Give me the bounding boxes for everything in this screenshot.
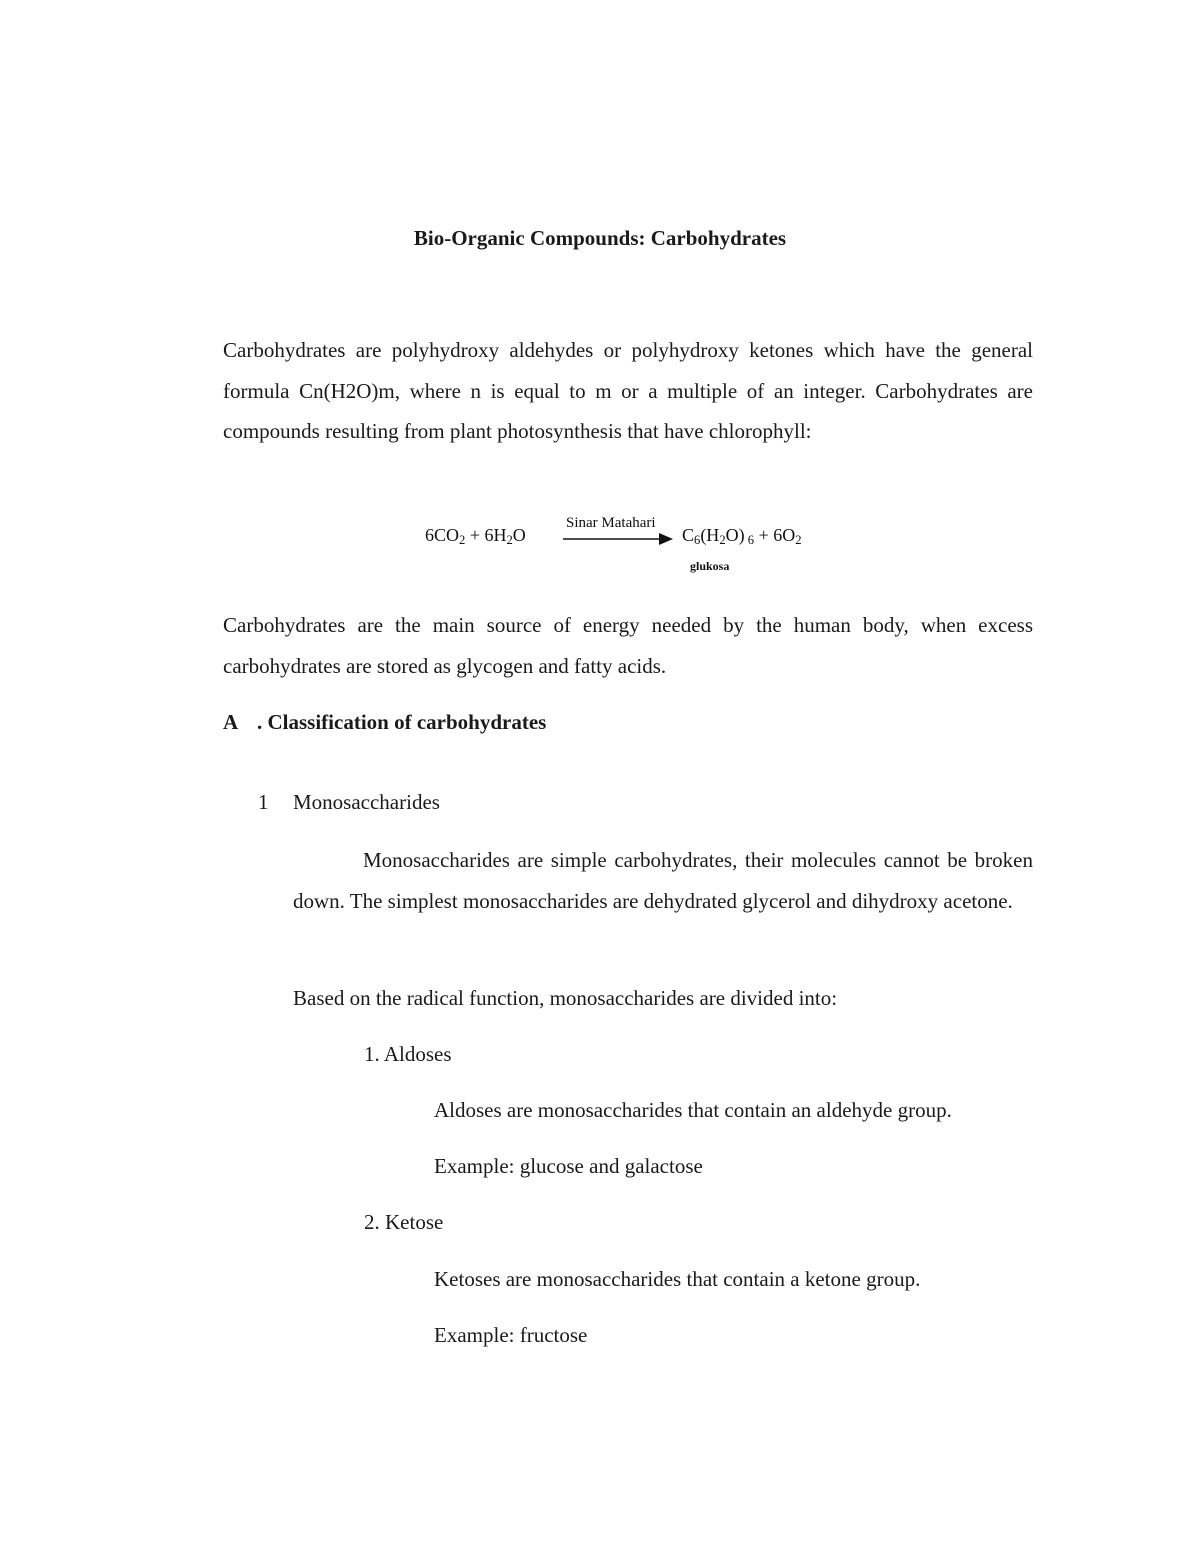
photosynthesis-equation (425, 515, 845, 585)
section-a-heading (223, 708, 546, 736)
page-title: Bio-Organic Compounds: Carbohydrates (413, 226, 787, 250)
subtype-ketose-label: 2. Ketose (364, 1210, 444, 1234)
section-letter: A (223, 710, 239, 734)
equation-products: $C_6(H_2O) _6 + 6O_2$ (682, 525, 802, 548)
equation-reactants: $6CO_2 + 6H_2O$ (425, 525, 526, 548)
subtype-aldoses-description: Aldoses are monosaccharides that contain an aldehyde group. (434, 1098, 952, 1122)
subtype-ketose-description: Ketoses are monosaccharides that contain a ketone group. (434, 1267, 921, 1291)
subtype-aldoses-label: 1. Aldoses (364, 1042, 452, 1066)
division-intro: Based on the radical function, monosaccharides are divided into: (293, 986, 838, 1010)
monosaccharides-description: Monosaccharides are simple carbohydrates, their molecules cannot be broken down. The simplest monosaccharides are dehydrated glycerol and dihydroxy acetone. (293, 848, 1033, 913)
reaction-arrow-icon (563, 532, 673, 546)
intro-paragraph: Carbohydrates are polyhydroxy aldehydes or polyhydroxy ketones which have the general formula Cn(H2O)m, where n is equal to m or a multiple of an integer. Carbohydrates are compounds resulting from plant photosynthesis that have chlorophyll: (223, 338, 1033, 443)
list-item-monosaccharides (258, 788, 440, 816)
energy-paragraph: Carbohydrates are the main source of energy needed by the human body, when excess carbohydrates are stored as glycogen and fatty acids. (223, 613, 1033, 678)
section-heading-text: . Classification of carbohydrates (257, 710, 547, 734)
subtype-aldoses-example: Example: glucose and galactose (434, 1154, 703, 1178)
list-item-number: 1 (258, 790, 269, 814)
list-item-label: Monosaccharides (293, 790, 440, 814)
equation-arrow-label: Sinar Matahari (566, 515, 656, 531)
subtype-ketose-example: Example: fructose (434, 1323, 588, 1347)
equation-product-label: glukosa (690, 559, 730, 573)
